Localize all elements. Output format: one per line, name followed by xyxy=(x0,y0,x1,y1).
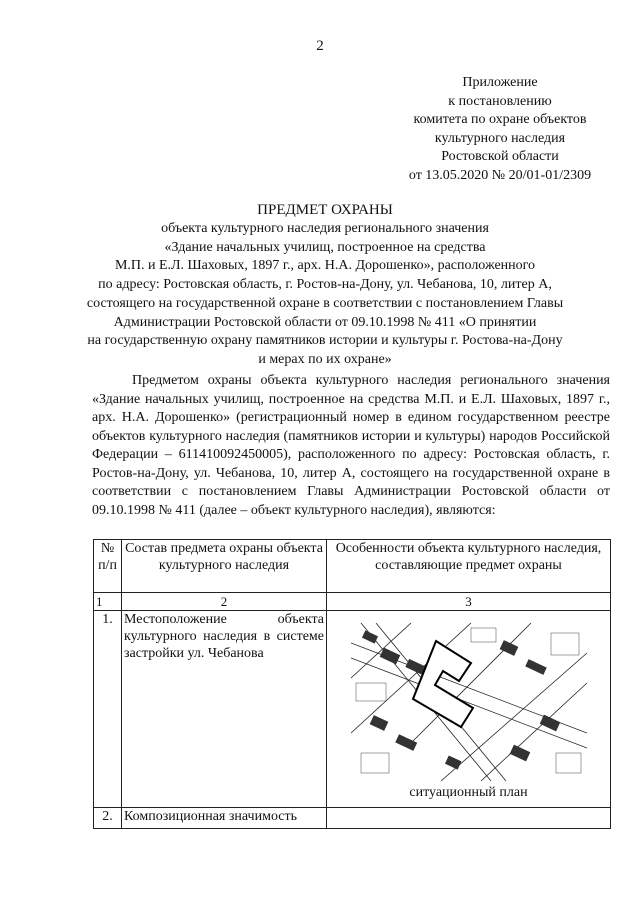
site-plan-caption: ситуационный план xyxy=(409,785,528,800)
row-features xyxy=(327,611,611,808)
site-plan-image xyxy=(351,623,587,781)
header-features: Особенности объекта культурного наследия, составляющие предмет охраны xyxy=(327,540,611,593)
table-row xyxy=(94,808,611,829)
table-header-row xyxy=(94,540,611,593)
row-composition xyxy=(122,808,327,829)
column-number: 2 xyxy=(122,593,327,611)
header-composition: Состав предмета охраны объекта культурного наследия xyxy=(122,540,327,593)
subtitle-line: объекта культурного наследия регионального значения xyxy=(161,221,489,236)
subtitle-line: и мерах по их охране» xyxy=(258,351,392,367)
appendix-line: культурного наследия xyxy=(434,130,566,146)
appendix-line: от 13.05.2020 № 20/01-01/2309 xyxy=(408,167,592,183)
appendix-block xyxy=(380,74,620,185)
table-row xyxy=(94,611,611,808)
column-number: 1 xyxy=(94,593,122,611)
row-number: 2. xyxy=(94,808,122,829)
header-number: № п/п xyxy=(94,540,122,593)
row-composition-text: Местоположение объекта культурного наследия в системе застройки ул. Чебанова xyxy=(124,612,324,661)
subtitle-line: Администрации Ростовской области от 09.10.1998 № 411 «О принятии xyxy=(113,314,537,330)
row-composition-text: Композиционная значимость xyxy=(124,809,298,824)
row-number: 1. xyxy=(94,611,122,808)
subtitle-line: М.П. и Е.Л. Шаховых, 1897 г., арх. Н.А. Дорошенко», расположенного xyxy=(114,258,536,274)
document-title: ПРЕДМЕТ ОХРАНЫ xyxy=(257,202,393,218)
appendix-line: к постановлению xyxy=(448,93,552,109)
protection-subject-table xyxy=(93,539,611,829)
subtitle-line: на государственную охрану памятников истории и культуры г. Ростова-на-Дону xyxy=(87,333,563,349)
column-number-row xyxy=(94,593,611,611)
column-number: 3 xyxy=(327,593,611,611)
appendix-line: Приложение xyxy=(462,75,538,90)
subtitle-line: «Здание начальных училищ, построенное на средства xyxy=(164,239,486,255)
subtitle-line: состоящего на государственной охране в соответствии с постановлением Главы xyxy=(86,295,564,311)
intro-paragraph: Предметом охраны объекта культурного наследия регионального значения «Здание начальных училищ, построенное на средства М.П. и Е.Л. Шаховых, 1897 г., арх. Н.А. Дорошенко» (регистрационный номер в едином государственном реестре объектов культурного наследия (памятников истории и культуры) народов Российской Федерации – 611410092450005), расположенного по адресу: Ростовская область, г. Ростов-на-Дону, ул. Чебанова, 10, литер А, состоящего на государственной охране в соответствии с постановлением Главы Администрации Ростовской области от 09.10.1998 № 411 (далее – объект культурного наследия), являются: xyxy=(92,373,610,518)
row-features xyxy=(327,808,611,829)
row-composition xyxy=(122,611,327,808)
title-block xyxy=(40,200,610,370)
page-number: 2 xyxy=(316,38,324,54)
appendix-line: Ростовской области xyxy=(441,149,559,164)
subtitle-line: по адресу: Ростовская область, г. Ростов-на-Дону, ул. Чебанова, 10, литер А, xyxy=(98,277,552,293)
appendix-line: комитета по охране объектов xyxy=(413,112,587,127)
